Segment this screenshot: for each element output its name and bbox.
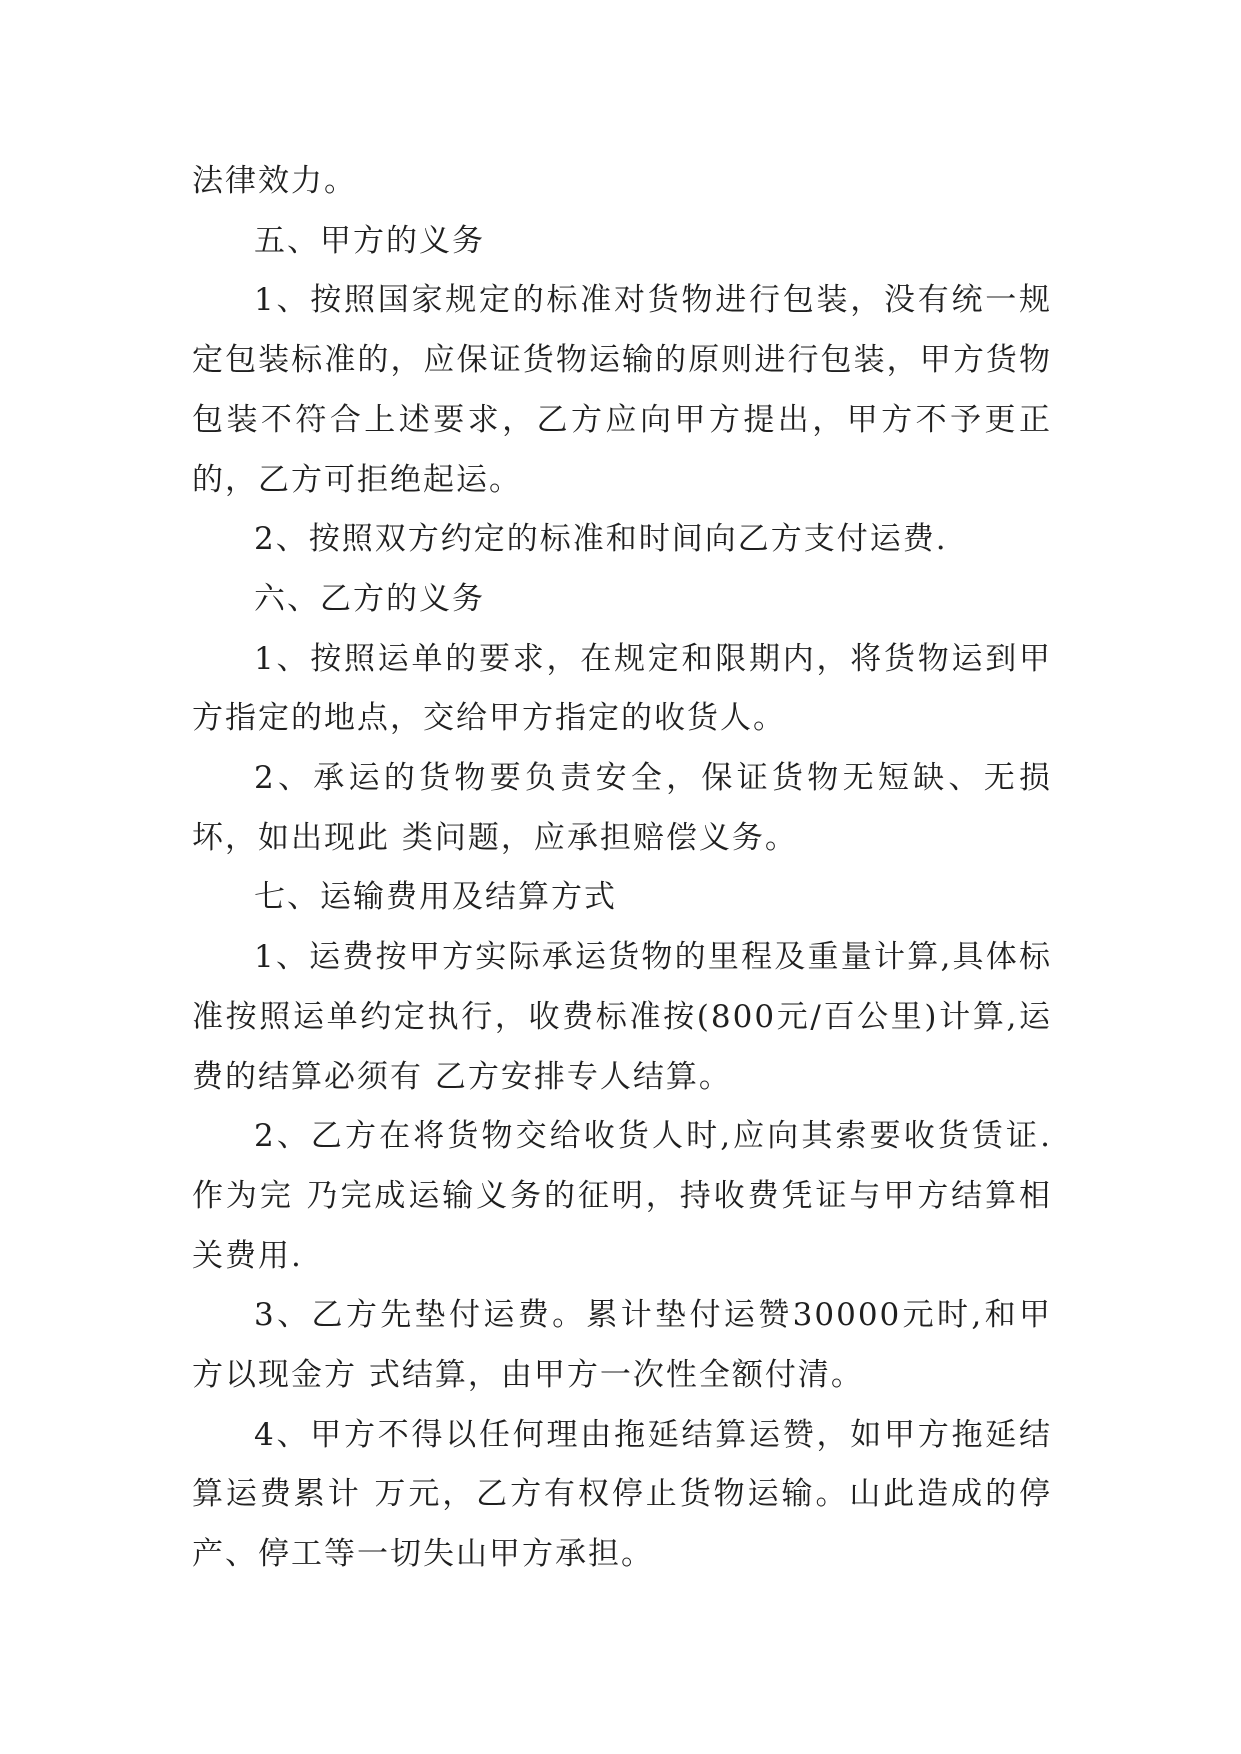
paragraph-fee-calculation: 1、运费按甲方实际承运货物的里程及重量计算,具体标准按照运单约定执行，收费标准按(800元/百公里)计算,运费的结算必须有 乙方安排专人结算。 xyxy=(192,939,1052,1095)
paragraph-advance-payment: 3、乙方先垫付运费。累计垫付运赞30000元时,和甲方以现金方 式结算，由甲方一次性全额付清。 xyxy=(192,1297,1052,1394)
paragraph-delay: 4、甲方不得以任何理由拖延结算运赞，如甲方拖延结算运费累计 万元，乙方有权停止货物运输。山此造成的停产、停工等一切失山甲方承担。 xyxy=(192,1416,1052,1573)
section-heading-fees-settlement: 七、运输费用及结算方式 xyxy=(254,879,617,916)
paragraph-payment: 2、按照双方约定的标准和时间向乙方支付运费. xyxy=(254,521,948,558)
document-body xyxy=(192,152,1052,1585)
paragraph-safety: 2、承运的货物要负责安全，保证货物无短缺、无损坏，如出现此 类问题，应承担赔偿义务。 xyxy=(192,760,1052,856)
section-heading-party-b-obligations: 六、乙方的义务 xyxy=(254,580,485,617)
section-heading-party-a-obligations: 五、甲方的义务 xyxy=(254,222,485,259)
paragraph-delivery: 1、按照运单的要求，在规定和限期内，将货物运到甲方指定的地点，交给甲方指定的收货人。 xyxy=(192,640,1052,737)
paragraph-receipt: 2、乙方在将货物交给收货人时,应向其索要收货赁证.作为完 乃完成运输义务的征明，持收费凭证与甲方结算相关费用. xyxy=(192,1118,1052,1274)
paragraph-continuation: 法律效力。 xyxy=(192,163,357,199)
paragraph-packaging: 1、按照国家规定的标准对货物进行包装，没有统一规定包装标准的，应保证货物运输的原则进行包装，甲方货物包装不符合上述要求，乙方应向甲方提出，甲方不予更正的，乙方可拒绝起运。 xyxy=(192,282,1052,498)
